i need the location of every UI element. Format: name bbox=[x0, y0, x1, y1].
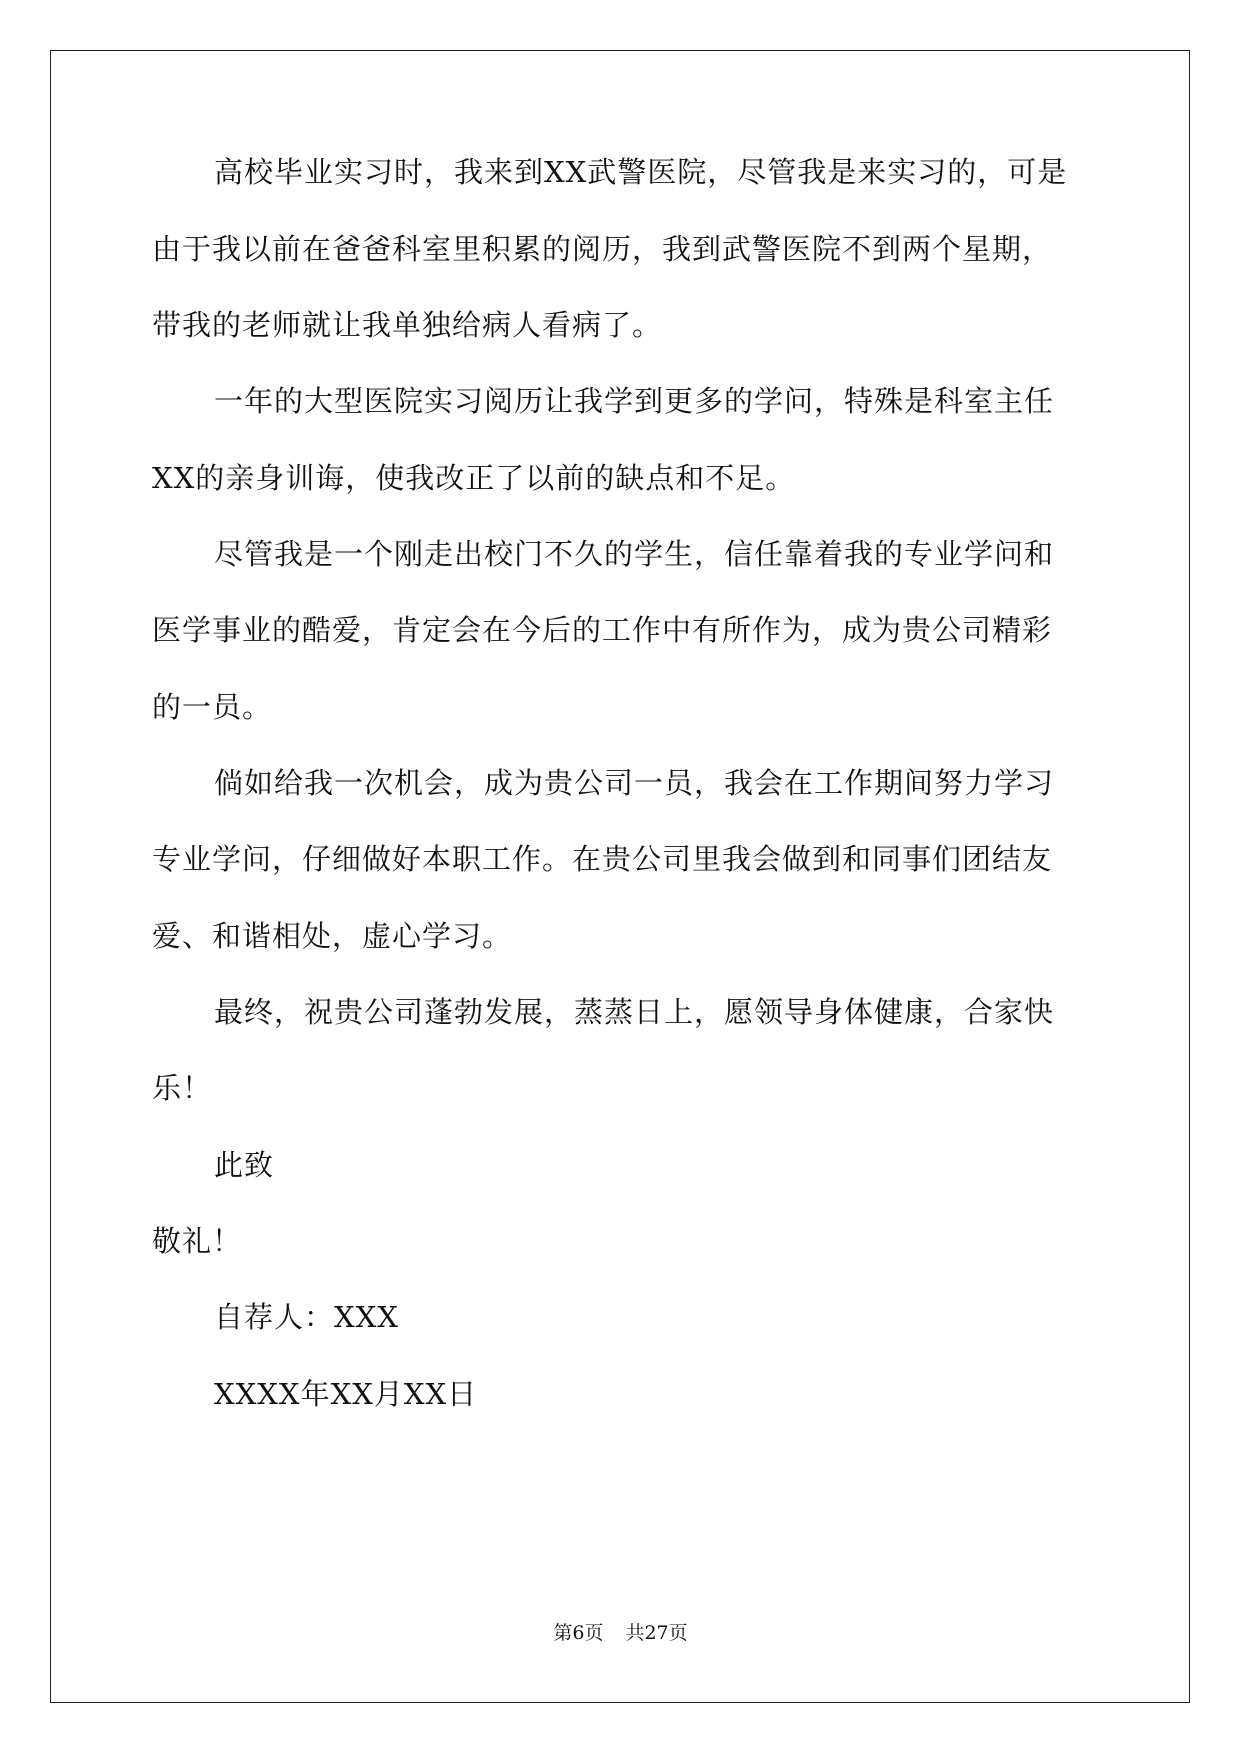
signature-line: 自荐人：XXX bbox=[214, 1300, 399, 1334]
paragraph-line: 带我的老师就让我单独给病人看病了。 bbox=[152, 308, 663, 342]
paragraph-line: XX的亲身训诲，使我改正了以前的缺点和不足。 bbox=[152, 461, 796, 495]
page-total: 共27页 bbox=[625, 1622, 688, 1644]
paragraph-line: 的一员。 bbox=[152, 690, 273, 724]
paragraph-line: 一年的大型医院实习阅历让我学到更多的学问，特殊是科室主任 bbox=[214, 384, 1055, 418]
closing-regards: 敬礼！ bbox=[152, 1224, 243, 1258]
paragraph-line: 医学事业的酷爱，肯定会在今后的工作中有所作为，成为贵公司精彩 bbox=[152, 613, 1053, 647]
paragraph-line: 倘如给我一次机会，成为贵公司一员，我会在工作期间努力学习 bbox=[214, 766, 1055, 800]
closing-salutation: 此致 bbox=[214, 1148, 275, 1182]
paragraph-line: 专业学问，仔细做好本职工作。在贵公司里我会做到和同事们团结友 bbox=[152, 842, 1053, 876]
date-line: XXXX年XX月XX日 bbox=[214, 1377, 478, 1411]
paragraph-line: 尽管我是一个刚走出校门不久的学生，信任靠着我的专业学问和 bbox=[214, 537, 1055, 571]
paragraph-line: 高校毕业实习时，我来到XX武警医院，尽管我是来实习的，可是 bbox=[214, 155, 1068, 189]
paragraph-line: 由于我以前在爸爸科室里积累的阅历，我到武警医院不到两个星期， bbox=[152, 232, 1053, 266]
paragraph-line: 乐！ bbox=[152, 1071, 213, 1105]
paragraph-line: 最终，祝贵公司蓬勃发展，蒸蒸日上，愿领导身体健康，合家快 bbox=[214, 995, 1055, 1029]
paragraph-line: 爱、和谐相处，虚心学习。 bbox=[152, 919, 513, 953]
page-footer bbox=[0, 1620, 1241, 1646]
page-number: 第6页 bbox=[553, 1622, 604, 1644]
